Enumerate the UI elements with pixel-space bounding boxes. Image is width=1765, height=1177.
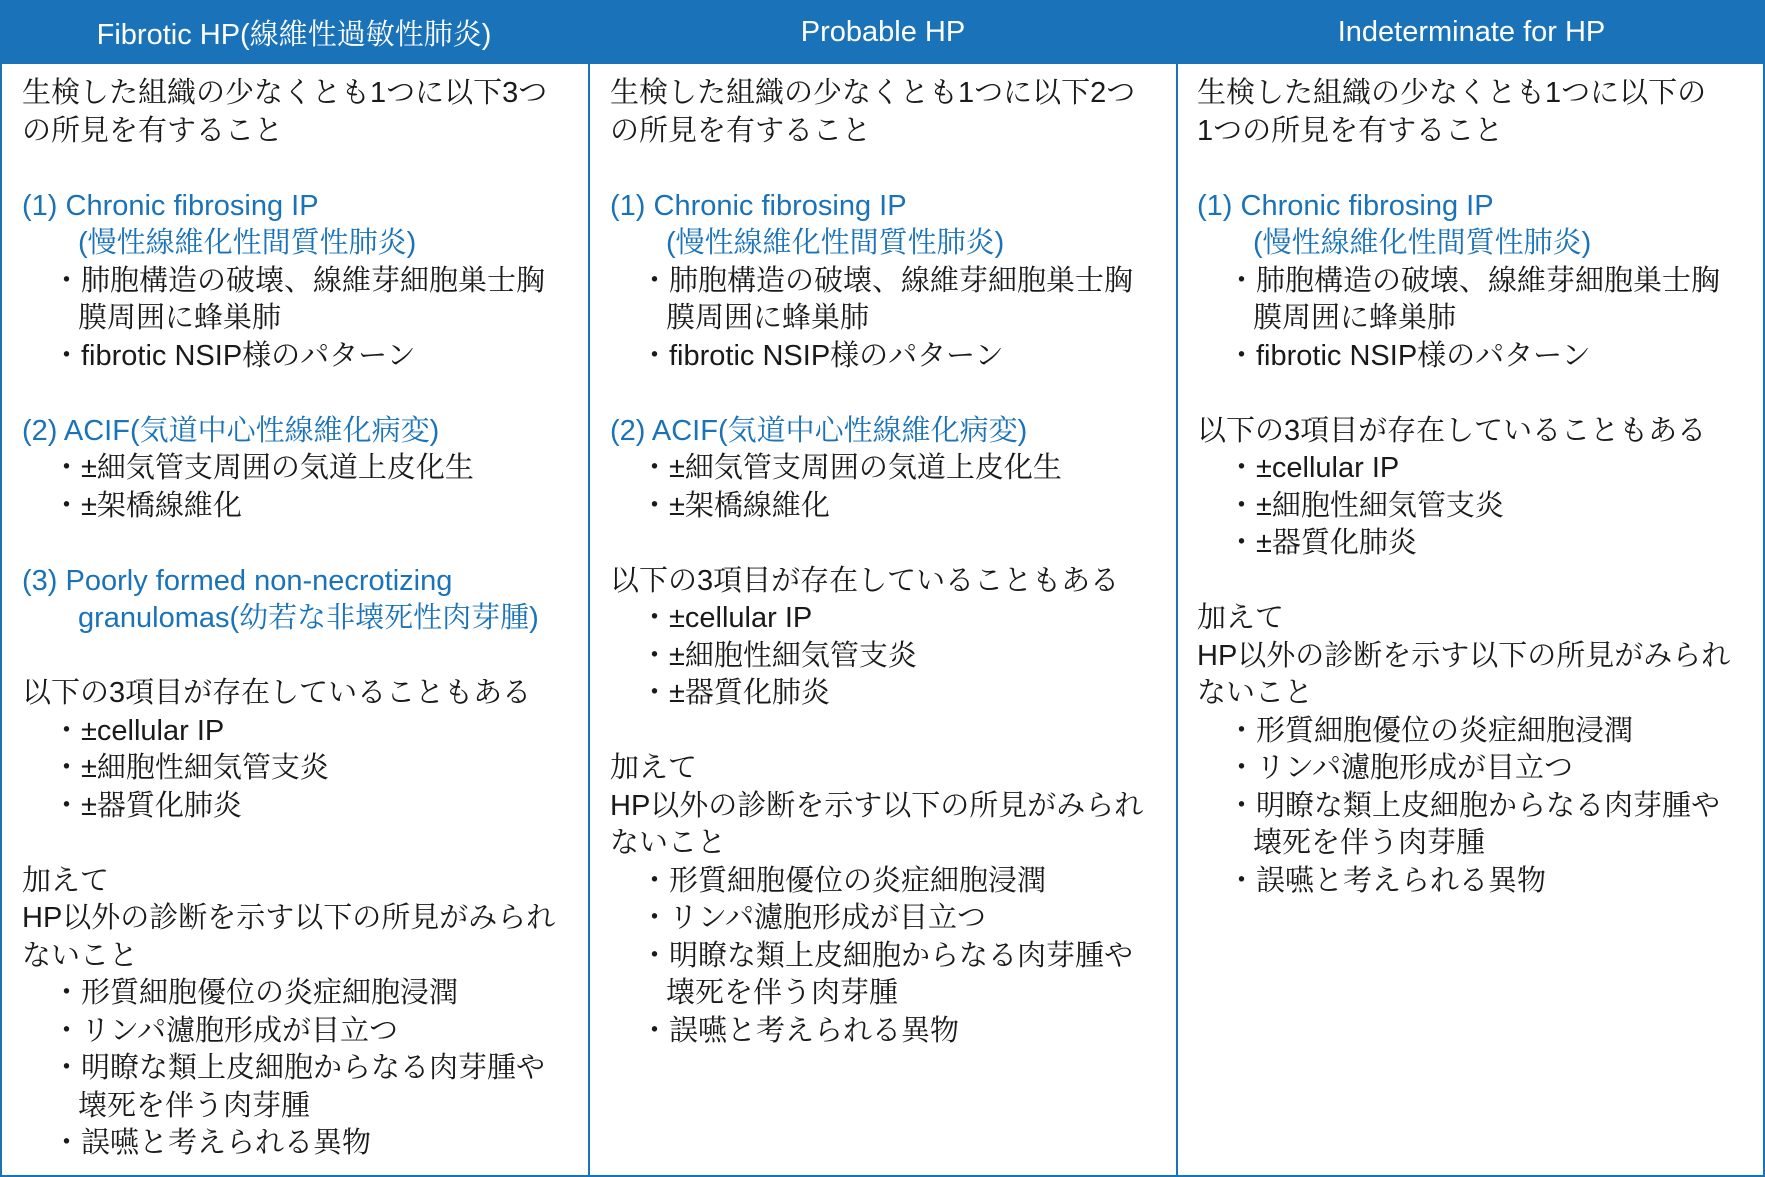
bullet-item: ・明瞭な類上皮細胞からなる肉芽腫や (1227, 789, 1721, 822)
bullet-item-cont: 膜周囲に蜂巣肺 (666, 302, 870, 334)
section-subtitle: (慢性線維化性間質性肺炎) (78, 227, 417, 259)
bullet-item: ・形質細胞優位の炎症細胞浸潤 (52, 977, 459, 1009)
section-title: (2) ACIF(気道中心性線維化病変) (22, 414, 440, 447)
section-title: (1) Chronic fibrosing IP (22, 189, 319, 222)
bullet-item: ・誤嚥と考えられる異物 (1227, 864, 1547, 897)
bullet-item-cont: 壊死を伴う肉芽腫 (666, 977, 899, 1009)
header-probable-hp: Probable HP (800, 15, 966, 48)
section-title-cont: granulomas(幼若な非壊死性肉芽腫) (78, 602, 539, 634)
optional-title: 以下の3項目が存在していることもある (610, 564, 1120, 597)
intro-text: 生検した組織の少なくとも1つに以下3つ (22, 77, 548, 109)
addition-text: 加えて (22, 864, 110, 897)
intro-text: 生検した組織の少なくとも1つに以下2つ (610, 77, 1136, 109)
bullet-item: ・リンパ濾胞形成が目立つ (52, 1014, 398, 1047)
bullet-item: ・±架橋線維化 (640, 489, 830, 522)
section-title: (1) Chronic fibrosing IP (610, 189, 907, 222)
section-title: (3) Poorly formed non-necrotizing (22, 564, 453, 597)
addition-text: 加えて (1197, 602, 1285, 634)
bullet-item: ・±細胞性細気管支炎 (1227, 489, 1504, 522)
bullet-item: ・±cellular IP (1227, 452, 1400, 484)
bullet-item-cont: 膜周囲に蜂巣肺 (78, 302, 282, 334)
header-fibrotic-hp: Fibrotic HP(線維性過敏性肺炎) (96, 18, 492, 51)
bullet-item: ・肺胞構造の破壊、線維芽細胞巣士胸 (640, 264, 1134, 297)
bullet-item: ・±器質化肺炎 (52, 789, 242, 822)
addition-text: ないこと (22, 939, 139, 972)
addition-text: ないこと (610, 827, 727, 859)
bullet-item: ・肺胞構造の破壊、線維芽細胞巣士胸 (1227, 264, 1721, 297)
intro-text: の所見を有すること (22, 114, 284, 147)
column-divider (1176, 0, 1178, 1177)
bullet-item: ・fibrotic NSIP様のパターン (52, 339, 416, 372)
addition-text: ないこと (1197, 677, 1314, 709)
bullet-item-cont: 壊死を伴う肉芽腫 (1253, 827, 1486, 859)
table-header-row (0, 0, 1765, 64)
bullet-item: ・明瞭な類上皮細胞からなる肉芽腫や (640, 939, 1134, 972)
column-indeterminate-hp (1197, 75, 1757, 900)
bullet-item: ・fibrotic NSIP様のパターン (1227, 339, 1591, 372)
column-probable-hp (610, 75, 1170, 1050)
intro-text: 1つの所見を有すること (1197, 114, 1504, 147)
bullet-item: ・リンパ濾胞形成が目立つ (640, 902, 986, 934)
section-title: (2) ACIF(気道中心性線維化病変) (610, 414, 1028, 447)
bullet-item: ・明瞭な類上皮細胞からなる肉芽腫や (52, 1052, 546, 1084)
bullet-item: ・±器質化肺炎 (1227, 527, 1417, 559)
bullet-item: ・形質細胞優位の炎症細胞浸潤 (1227, 714, 1634, 747)
bullet-item: ・±細気管支周囲の気道上皮化生 (52, 452, 474, 484)
addition-text: 加えて (610, 752, 698, 784)
header-indeterminate-hp: Indeterminate for HP (1337, 15, 1606, 48)
bullet-item: ・誤嚥と考えられる異物 (640, 1014, 960, 1047)
section-title: (1) Chronic fibrosing IP (1197, 189, 1494, 222)
column-fibrotic-hp (22, 75, 582, 1163)
addition-text: HP以外の診断を示す以下の所見がみられ (610, 789, 1144, 822)
addition-text: HP以外の診断を示す以下の所見がみられ (22, 902, 556, 934)
bullet-item-cont: 膜周囲に蜂巣肺 (1253, 302, 1457, 334)
bullet-item: ・±cellular IP (640, 602, 813, 634)
bullet-item: ・誤嚥と考えられる異物 (52, 1127, 372, 1159)
optional-title: 以下の3項目が存在していることもある (1197, 414, 1707, 447)
bullet-item: ・fibrotic NSIP様のパターン (640, 339, 1004, 372)
column-divider (588, 0, 590, 1177)
section-subtitle: (慢性線維化性間質性肺炎) (666, 227, 1005, 259)
intro-text: の所見を有すること (610, 114, 872, 147)
intro-text: 生検した組織の少なくとも1つに以下の (1197, 77, 1707, 109)
bullet-item: ・肺胞構造の破壊、線維芽細胞巣士胸 (52, 264, 546, 297)
bullet-item: ・±細胞性細気管支炎 (640, 639, 917, 672)
bullet-item: ・±器質化肺炎 (640, 677, 830, 709)
table-border-left (0, 0, 2, 1177)
bullet-item: ・±cellular IP (52, 714, 225, 747)
section-subtitle: (慢性線維化性間質性肺炎) (1253, 227, 1592, 259)
bullet-item: ・±細胞性細気管支炎 (52, 752, 329, 784)
bullet-item: ・±細気管支周囲の気道上皮化生 (640, 452, 1062, 484)
optional-title: 以下の3項目が存在していることもある (22, 677, 532, 709)
bullet-item-cont: 壊死を伴う肉芽腫 (78, 1089, 311, 1122)
bullet-item: ・形質細胞優位の炎症細胞浸潤 (640, 864, 1047, 897)
addition-text: HP以外の診断を示す以下の所見がみられ (1197, 639, 1731, 672)
bullet-item: ・リンパ濾胞形成が目立つ (1227, 752, 1573, 784)
bullet-item: ・±架橋線維化 (52, 489, 242, 522)
